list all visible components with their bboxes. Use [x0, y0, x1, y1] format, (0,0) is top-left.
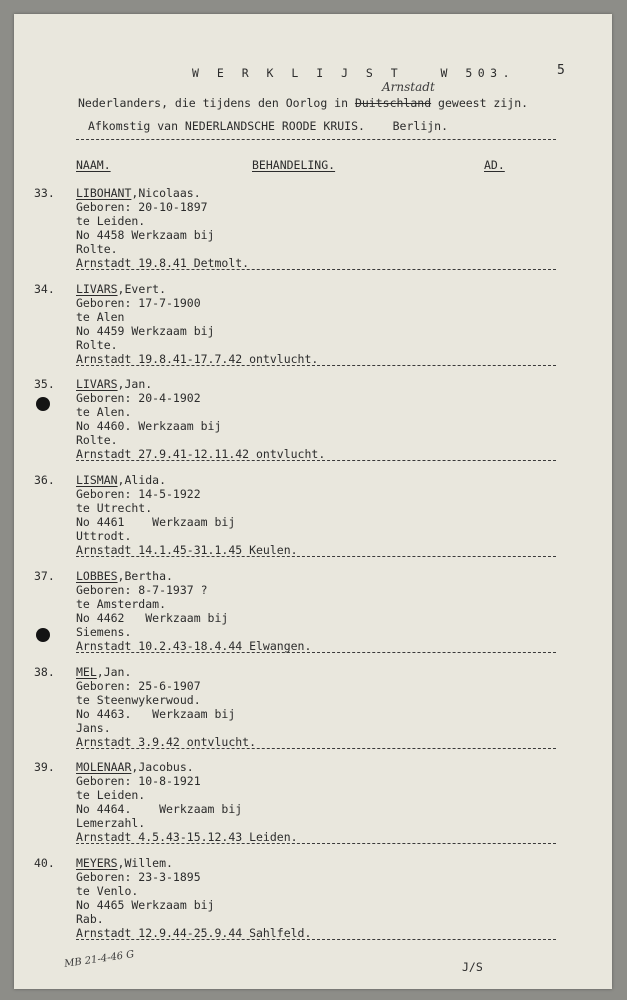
entry-detail-line: Arnstadt 12.9.44-25.9.44 Sahlfeld.: [76, 925, 312, 940]
divider: [76, 460, 556, 461]
handwritten-correction: Arnstadt: [382, 80, 435, 94]
entry-detail-line: te Alen: [76, 309, 125, 324]
entry-number: 34.: [34, 281, 55, 296]
entry-detail-line: Arnstadt 4.5.43-15.12.43 Leiden.: [76, 830, 298, 845]
entry-detail-line: Uttrodt.: [76, 529, 132, 544]
entry-number: 33.: [34, 186, 55, 200]
entry-name: [76, 473, 166, 487]
entry-detail-line: te Utrecht.: [76, 501, 153, 516]
entry-surname: LIBOHANT: [76, 186, 132, 200]
entry-number: 40.: [34, 855, 55, 870]
entry-given-name: ,Jan.: [117, 377, 153, 392]
punch-hole: [36, 397, 50, 411]
entry-detail-line: te Leiden.: [76, 214, 146, 228]
divider: [76, 939, 556, 940]
divider: [76, 365, 556, 366]
entry-detail-line: Arnstadt 3.9.42 ontvlucht.: [76, 734, 257, 749]
entry-number: 36.: [34, 473, 55, 488]
entry-name: [76, 665, 131, 679]
column-header-name: NAAM.: [76, 158, 111, 172]
entry-detail-line: No 4463. Werkzaam bij: [76, 706, 236, 721]
entry-surname: LOBBES: [76, 568, 118, 583]
entry-detail-line: te Venlo.: [76, 883, 139, 898]
entry-detail-line: Rab.: [76, 911, 104, 926]
entry-surname: MEYERS: [76, 855, 118, 870]
handwritten-note: MB 21-4-46 G: [63, 949, 135, 970]
entry-number: 37.: [34, 568, 55, 583]
entry-detail-line: Rolte.: [76, 337, 118, 352]
entry-detail-line: Geboren: 17-7-1900: [76, 295, 201, 310]
entry-detail-line: Arnstadt 19.8.41-17.7.42 ontvlucht.: [76, 351, 319, 366]
entry-detail-line: Geboren: 10-8-1921: [76, 774, 201, 789]
list-title: W E R K L I J S T W 503.: [192, 66, 516, 80]
entry-detail-line: te Steenwykerwoud.: [76, 692, 201, 707]
entry-detail-line: Geboren: 23-3-1895: [76, 869, 201, 884]
entry-surname: MOLENAAR: [76, 760, 132, 775]
typist-initials: J/S: [462, 960, 483, 974]
divider: [76, 269, 556, 270]
entry-number: 39.: [34, 760, 55, 775]
punch-hole: [36, 628, 50, 642]
entry-given-name: ,Willem.: [117, 855, 173, 870]
entry-name: [76, 569, 173, 583]
column-header-ad: AD.: [484, 158, 505, 172]
entry-number: 38.: [34, 664, 55, 679]
entry-detail-line: Geboren: 20-10-1897: [76, 200, 208, 214]
divider: [76, 652, 556, 653]
entry-detail-line: Rolte.: [76, 433, 118, 448]
entry-detail-line: Rolte.: [76, 242, 118, 256]
entry-detail-line: Arnstadt 27.9.41-12.11.42 ontvlucht.: [76, 447, 326, 462]
entry-detail-line: Siemens.: [76, 624, 132, 639]
entry-detail-line: Arnstadt 10.2.43-18.4.44 Elwangen.: [76, 638, 312, 653]
entry-surname: LIVARS: [76, 377, 118, 392]
entry-name: [76, 760, 194, 774]
entry-detail-line: Geboren: 20-4-1902: [76, 391, 201, 406]
entry-given-name: ,Evert.: [117, 281, 167, 296]
column-header-treatment: BEHANDELING.: [252, 158, 336, 172]
entry-surname: LISMAN: [76, 473, 118, 488]
entry-detail-line: No 4458 Werkzaam bij: [76, 228, 215, 242]
entry-detail-line: No 4459 Werkzaam bij: [76, 323, 215, 338]
entry-detail-line: Geboren: 14-5-1922: [76, 487, 201, 502]
header-line-1-post: geweest zijn.: [431, 96, 529, 110]
entry-given-name: ,Nicolaas.: [131, 186, 201, 200]
entry-detail-line: No 4460. Werkzaam bij: [76, 419, 222, 434]
divider: [76, 748, 556, 749]
entry-detail-line: Lemerzahl.: [76, 816, 146, 831]
entry-detail-line: te Alen.: [76, 405, 132, 420]
entry-surname: MEL: [76, 664, 97, 679]
entry-detail-line: Geboren: 25-6-1907: [76, 678, 201, 693]
entry-given-name: ,Alida.: [117, 473, 167, 488]
entry-detail-line: Arnstadt 14.1.45-31.1.45 Keulen.: [76, 543, 298, 558]
entry-detail-line: te Amsterdam.: [76, 596, 167, 611]
entry-name: [76, 186, 201, 200]
document-page: [14, 14, 612, 989]
page-number: 5: [557, 63, 565, 78]
entry-detail-line: No 4464. Werkzaam bij: [76, 802, 243, 817]
entry-detail-line: Geboren: 8-7-1937 ?: [76, 582, 208, 597]
divider: [76, 556, 556, 557]
entry-detail-line: No 4461 Werkzaam bij: [76, 515, 236, 530]
header-line-1-pre: Nederlanders, die tijdens den Oorlog in: [78, 96, 355, 110]
entry-given-name: ,Bertha.: [117, 568, 173, 583]
entry-name: [76, 377, 152, 391]
entry-name: [76, 282, 166, 296]
header-line-1: [78, 96, 528, 110]
entry-detail-line: Arnstadt 19.8.41 Detmolt.: [76, 256, 250, 270]
entry-detail-line: te Leiden.: [76, 788, 146, 803]
entry-number: 35.: [34, 377, 55, 392]
struck-word: Duitschland: [354, 96, 432, 110]
entry-detail-line: No 4465 Werkzaam bij: [76, 897, 215, 912]
divider: [76, 843, 556, 844]
header-line-2: Afkomstig van NEDERLANDSCHE ROODE KRUIS. Berlijn.: [88, 119, 449, 133]
entry-surname: LIVARS: [76, 281, 118, 296]
divider: [76, 139, 556, 140]
entry-name: [76, 856, 173, 870]
entry-detail-line: No 4462 Werkzaam bij: [76, 610, 229, 625]
entry-detail-line: Jans.: [76, 720, 111, 735]
entry-given-name: ,Jan.: [96, 664, 132, 679]
entry-given-name: ,Jacobus.: [131, 760, 194, 775]
